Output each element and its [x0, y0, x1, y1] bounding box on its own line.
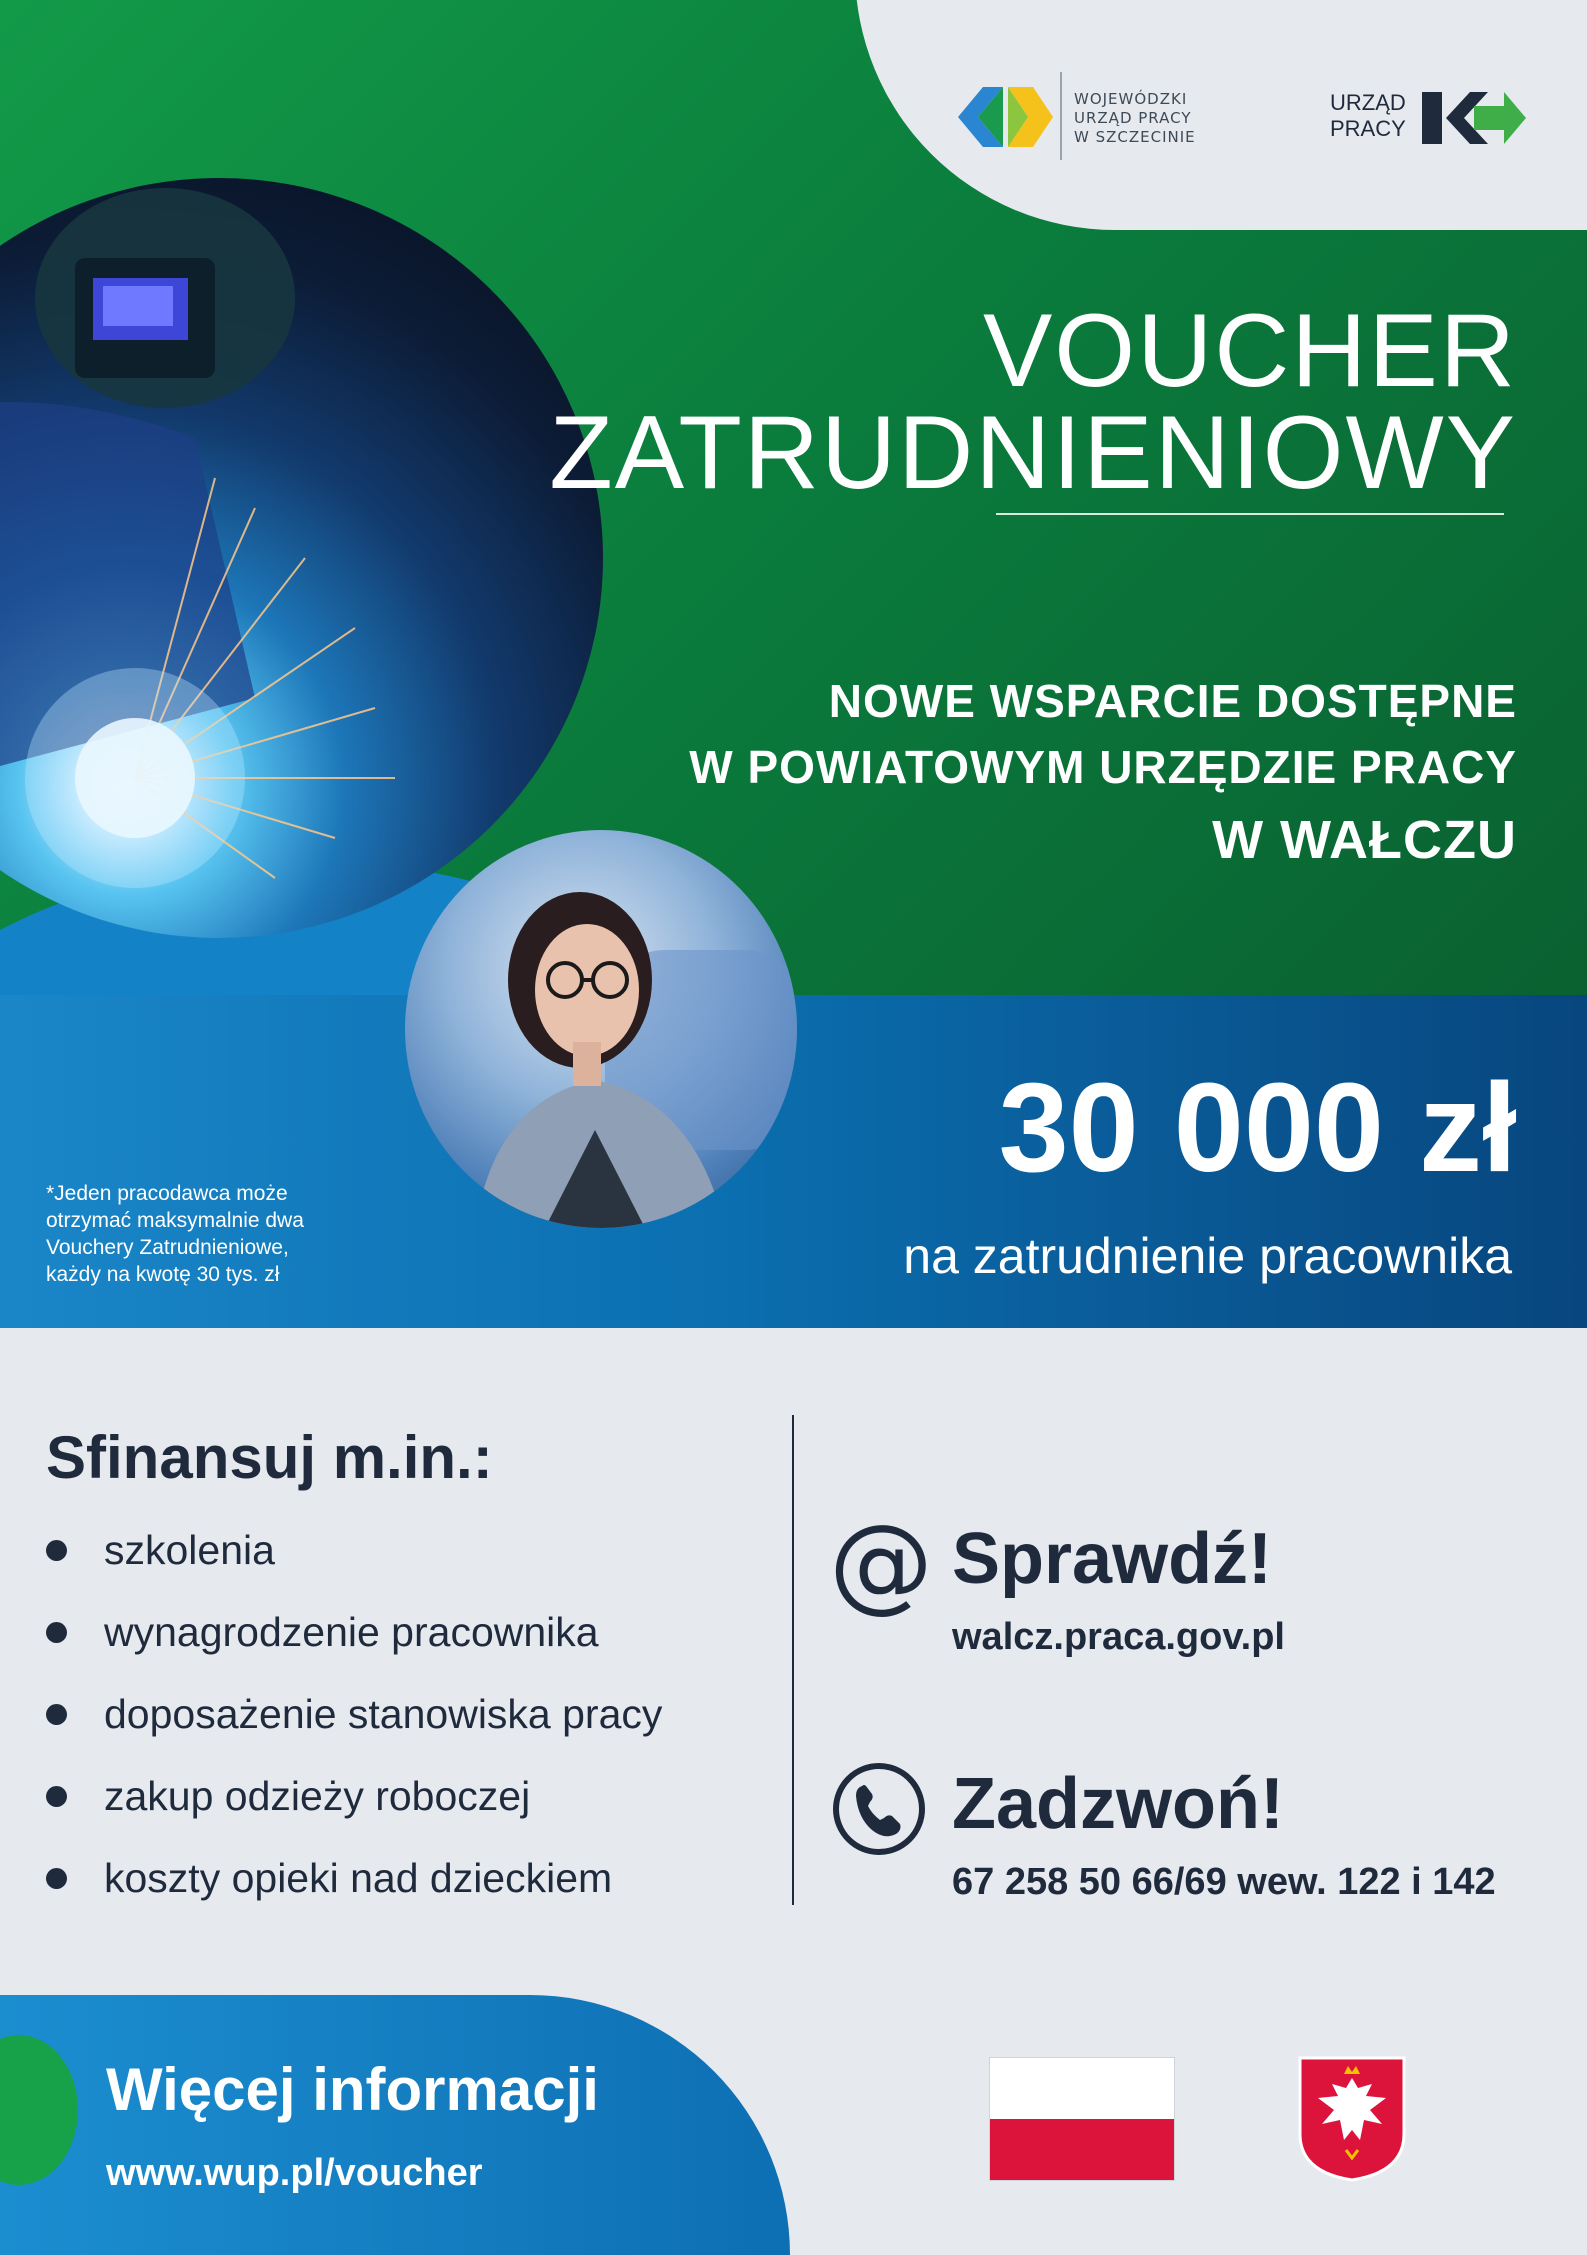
wup-logo-text — [1074, 90, 1196, 147]
amount-value: 30 000 zł — [998, 1057, 1517, 1198]
welder-photo — [0, 178, 603, 938]
footnote-line-1: *Jeden pracodawca może — [46, 1182, 288, 1205]
headline — [549, 293, 1517, 511]
footer-url[interactable]: www.wup.pl/voucher — [106, 2152, 483, 2194]
polish-flag — [990, 2058, 1174, 2180]
bullet-icon — [46, 1786, 67, 1807]
wup-line-1: WOJEWÓDZKI — [1074, 90, 1188, 108]
list-item — [46, 1600, 786, 1682]
subheadline-line-1: NOWE WSPARCIE DOSTĘPNE — [828, 675, 1517, 727]
flag-white-stripe — [990, 2058, 1174, 2119]
wup-line-3: W SZCZECINIE — [1074, 128, 1196, 146]
phone-icon — [832, 1762, 926, 1856]
list-item-label: zakup odzieży roboczej — [104, 1773, 531, 1819]
footnote-line-3: Vouchery Zatrudnieniowe, — [46, 1236, 289, 1259]
subheadline-line-2: W POWIATOWYM URZĘDZIE PRACY — [689, 741, 1517, 793]
up-logo — [1330, 82, 1530, 154]
list-item-label: doposażenie stanowiska pracy — [104, 1691, 663, 1737]
polish-coat-of-arms — [1296, 2054, 1408, 2184]
list-item-label: koszty opieki nad dzieckiem — [104, 1855, 613, 1901]
list-item-label: wynagrodzenie pracownika — [104, 1609, 599, 1655]
footnote-line-4: każdy na kwotę 30 tys. zł — [46, 1263, 280, 1286]
list-item — [46, 1682, 786, 1764]
check-url[interactable]: walcz.praca.gov.pl — [952, 1616, 1285, 1658]
subheadline — [689, 668, 1517, 880]
headline-underline — [996, 513, 1504, 515]
amount-caption: na zatrudnienie pracownika — [903, 1228, 1512, 1284]
headline-line-2: ZATRUDNIENIOWY — [549, 395, 1517, 511]
footnote — [46, 1180, 304, 1288]
up-line-1: URZĄD — [1330, 90, 1406, 115]
logo-divider — [1060, 72, 1062, 160]
bullet-icon — [46, 1622, 67, 1643]
call-number[interactable]: 67 258 50 66/69 wew. 122 i 142 — [952, 1861, 1496, 1903]
welder-illustration — [0, 178, 603, 938]
wup-logo-mark-icon — [948, 72, 1058, 162]
at-sign-icon: @ — [829, 1502, 933, 1624]
subheadline-line-3: W WAŁCZU — [1212, 810, 1517, 870]
wup-logo — [948, 72, 1266, 162]
finance-list — [46, 1518, 786, 1928]
list-item-label: szkolenia — [104, 1527, 275, 1573]
footnote-line-2: otrzymać maksymalnie dwa — [46, 1209, 304, 1232]
check-heading: Sprawdź! — [952, 1519, 1273, 1599]
section-divider — [792, 1415, 794, 1905]
bullet-icon — [46, 1704, 67, 1725]
list-item — [46, 1846, 786, 1928]
bullet-icon — [46, 1540, 67, 1561]
up-logo-arrow-icon — [1418, 82, 1530, 154]
woman-illustration — [405, 830, 797, 1228]
woman-photo — [405, 830, 797, 1228]
up-logo-text — [1330, 90, 1406, 142]
finance-heading: Sfinansuj m.in.: — [46, 1424, 493, 1491]
flag-red-stripe — [990, 2119, 1174, 2180]
list-item — [46, 1764, 786, 1846]
wup-line-2: URZĄD PRACY — [1074, 109, 1192, 127]
up-line-2: PRACY — [1330, 116, 1406, 141]
call-heading: Zadzwoń! — [952, 1764, 1284, 1844]
list-item — [46, 1518, 786, 1600]
bullet-icon — [46, 1868, 67, 1889]
footer-heading: Więcej informacji — [106, 2056, 599, 2123]
headline-line-1: VOUCHER — [982, 293, 1517, 409]
